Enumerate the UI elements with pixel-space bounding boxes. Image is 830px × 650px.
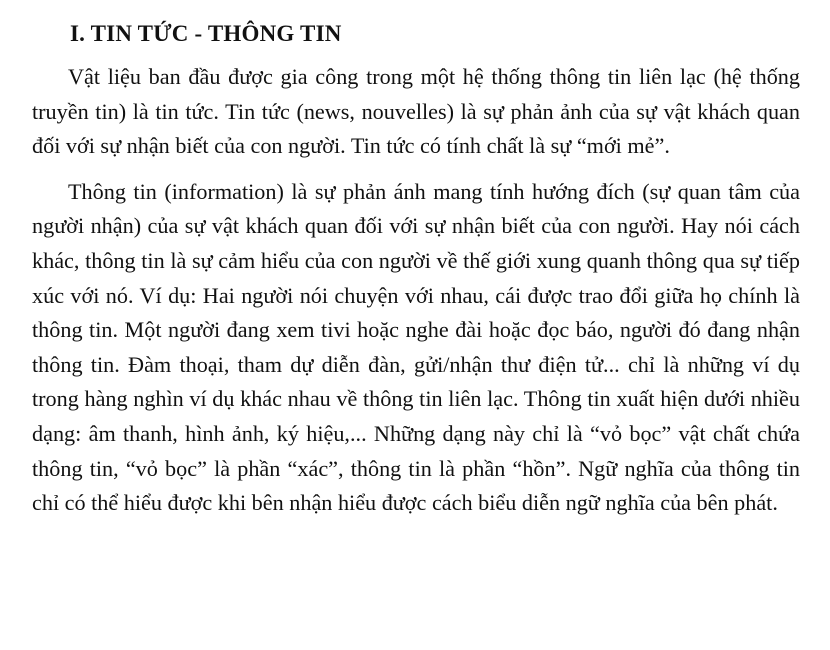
section-heading: I. TIN TỨC - THÔNG TIN	[70, 21, 342, 46]
paragraph-tin-tuc: Vật liệu ban đầu được gia công trong một hệ thống thông tin liên lạc (hệ thống truyền tin) là tin tức. Tin tức (news, nouvelles) là sự phản ảnh của sự vật khách quan đối với sự nhận biết của con người. Tin tức có tính chất là sự “mới mẻ”.	[32, 64, 800, 159]
paragraph-thong-tin: Thông tin (information) là sự phản ánh mang tính hướng đích (sự quan tâm của người nhận) của sự vật khách quan đối với sự nhận biết của con người. Hay nói cách khác, thông tin là sự cảm hiểu của con người về thế giới xung quanh thông qua sự tiếp xúc với nó. Ví dụ: Hai người nói chuyện với nhau, cái được trao đổi giữa họ chính là thông tin. Một người đang xem tivi hoặc nghe đài hoặc đọc báo, người đó đang nhận thông tin. Đàm thoại, tham dự diễn đàn, gửi/nhận thư điện tử... chỉ là những ví dụ trong hàng nghìn ví dụ khác nhau về thông tin liên lạc. Thông tin xuất hiện dưới nhiều dạng: âm thanh, hình ảnh, ký hiệu,... Những dạng này chỉ là “vỏ bọc” vật chất chứa thông tin, “vỏ bọc” là phần “xác”, thông tin là phần “hồn”. Ngữ nghĩa của thông tin chỉ có thể hiểu được khi bên nhận hiểu được cách biểu diễn ngữ nghĩa của bên phát.	[32, 178, 800, 516]
